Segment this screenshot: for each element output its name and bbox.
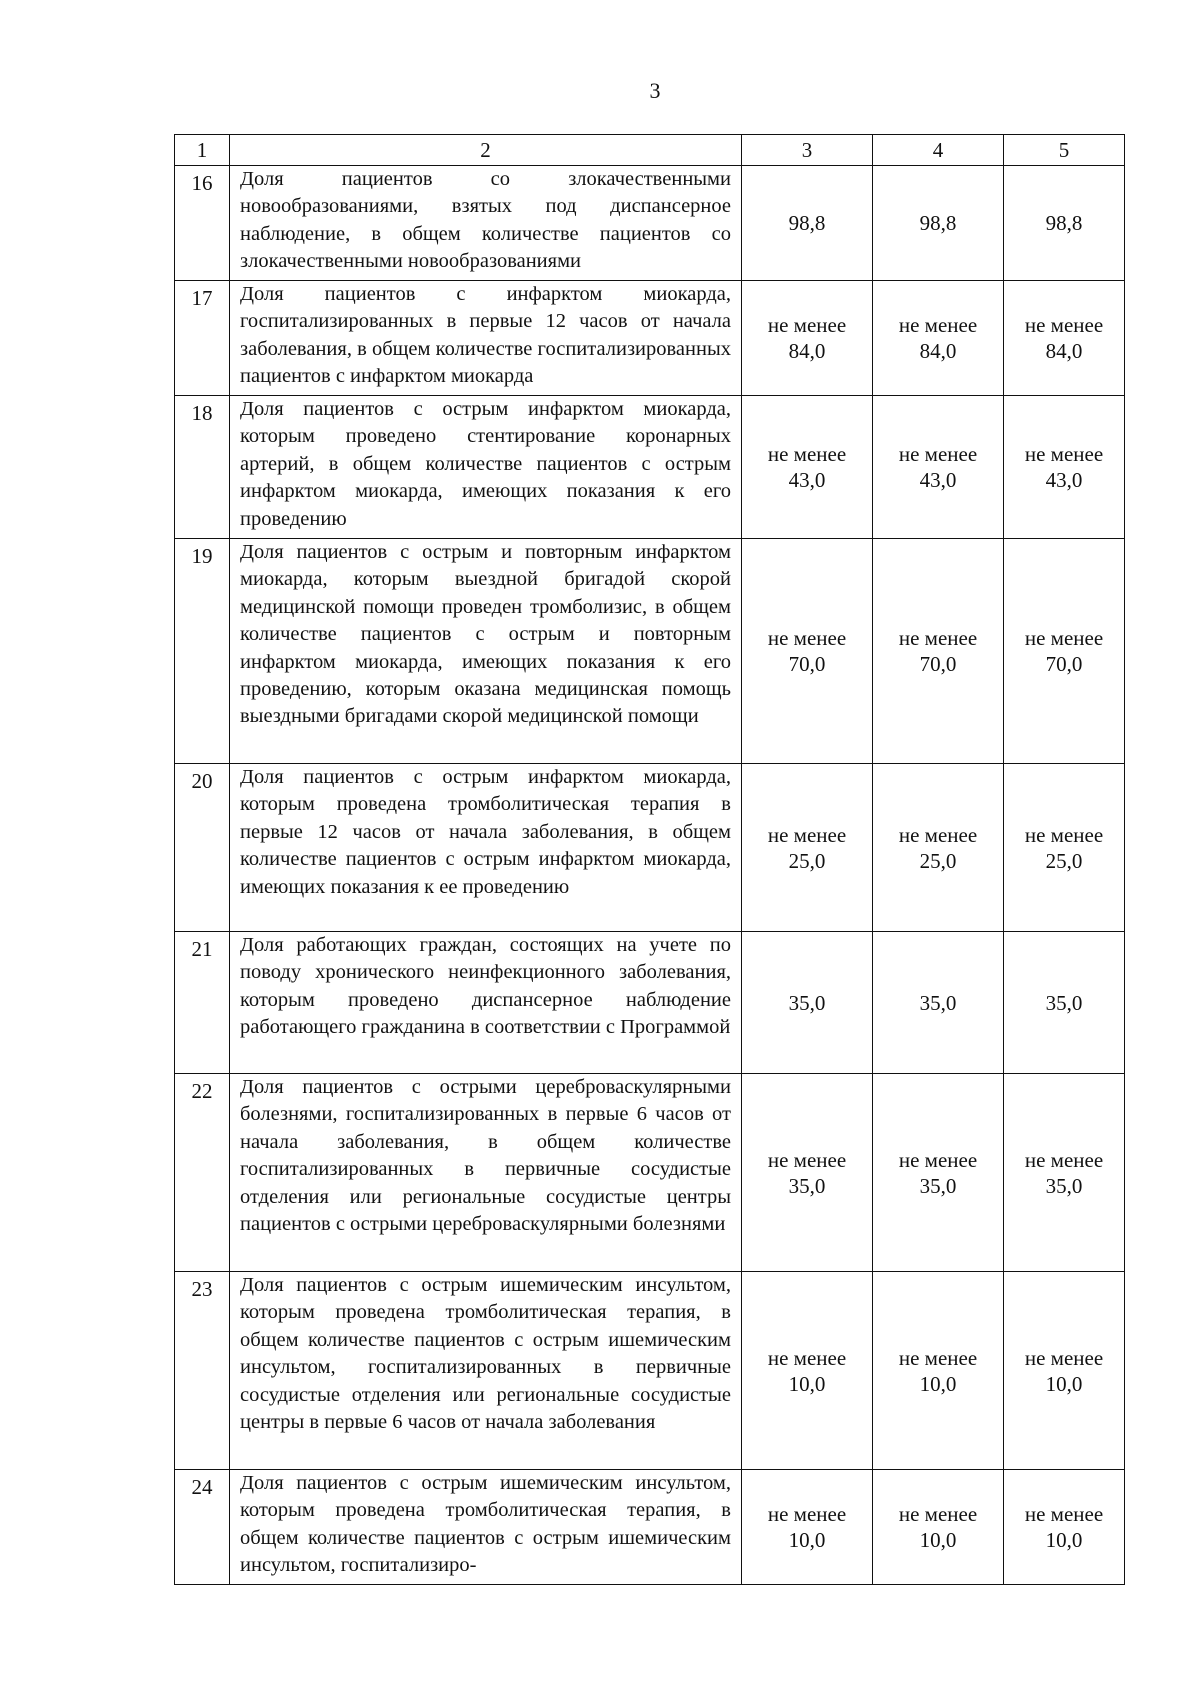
value-prefix: не менее bbox=[767, 1345, 847, 1370]
value-col-5 bbox=[1004, 281, 1125, 396]
value-number: 43,0 bbox=[919, 468, 957, 492]
indicator-text: Доля пациентов с инфарктом миокарда, госпитализированных в первые 12 часов от начала заболевания, в общем количестве госпитализированных пациентов с инфарктом миокарда bbox=[230, 281, 742, 396]
value-number: 10,0 bbox=[788, 1528, 826, 1552]
value-prefix: не менее bbox=[1024, 626, 1104, 650]
value-col-4 bbox=[873, 166, 1004, 281]
value-prefix: не менее bbox=[767, 442, 847, 466]
value-col-5 bbox=[1004, 1272, 1125, 1470]
indicator-text: Доля работающих граждан, состоящих на учете по поводу хронического неинфекционного заболевания, которым проведено диспансерное наблюдение работающего гражданина в соответствии с Программой bbox=[230, 932, 742, 1074]
value-col-4 bbox=[873, 764, 1004, 932]
value-prefix: не менее bbox=[898, 1147, 978, 1172]
value-prefix: не менее bbox=[1024, 1502, 1104, 1526]
value-col-3 bbox=[742, 932, 873, 1074]
value-col-4 bbox=[873, 396, 1004, 539]
row-number: 16 bbox=[175, 166, 230, 281]
value-col-4 bbox=[873, 281, 1004, 396]
value-number: 70,0 bbox=[788, 652, 826, 676]
value-number: 25,0 bbox=[919, 848, 957, 873]
value-number: 84,0 bbox=[919, 339, 957, 363]
row-number: 18 bbox=[175, 396, 230, 539]
value-number: 70,0 bbox=[919, 652, 957, 676]
value-col-3 bbox=[742, 1074, 873, 1272]
value-prefix: не менее bbox=[1024, 1147, 1104, 1172]
header-col-2: 2 bbox=[230, 135, 742, 166]
table-row bbox=[175, 396, 1125, 539]
row-number: 17 bbox=[175, 281, 230, 396]
value-col-5 bbox=[1004, 932, 1125, 1074]
value-number: 35,0 bbox=[1045, 1173, 1083, 1198]
value-number: 98,8 bbox=[1045, 211, 1083, 235]
table-row bbox=[175, 281, 1125, 396]
table-row bbox=[175, 166, 1125, 281]
value-number: 10,0 bbox=[788, 1371, 826, 1396]
value-prefix: не менее bbox=[898, 1345, 978, 1370]
page-number: 3 bbox=[649, 78, 661, 103]
value-number: 35,0 bbox=[1045, 990, 1083, 1015]
value-number: 84,0 bbox=[788, 339, 826, 363]
value-number: 10,0 bbox=[919, 1371, 957, 1396]
value-number: 98,8 bbox=[788, 211, 826, 235]
value-prefix: не менее bbox=[767, 1502, 847, 1526]
value-col-5 bbox=[1004, 166, 1125, 281]
value-number: 43,0 bbox=[788, 468, 826, 492]
value-number: 25,0 bbox=[788, 848, 826, 873]
value-col-3 bbox=[742, 396, 873, 539]
table-row bbox=[175, 1470, 1125, 1585]
value-number: 43,0 bbox=[1045, 468, 1083, 492]
value-col-3 bbox=[742, 281, 873, 396]
value-number: 84,0 bbox=[1045, 339, 1083, 363]
value-col-3 bbox=[742, 1470, 873, 1585]
value-col-4 bbox=[873, 1074, 1004, 1272]
indicators-table bbox=[174, 134, 1125, 1585]
header-row bbox=[175, 135, 1125, 166]
value-number: 35,0 bbox=[788, 1173, 826, 1198]
value-col-3 bbox=[742, 764, 873, 932]
row-number: 21 bbox=[175, 932, 230, 1074]
value-prefix: не менее bbox=[898, 442, 978, 466]
value-prefix: не менее bbox=[767, 1147, 847, 1172]
indicator-text: Доля пациентов с острым ишемическим инсультом, которым проведена тромболитическая терапия, в общем количестве пациентов с острым ишемическим инсультом, госпитализиро- bbox=[230, 1470, 742, 1585]
value-prefix: не менее bbox=[898, 313, 978, 337]
value-number: 25,0 bbox=[1045, 848, 1083, 873]
indicator-text: Доля пациентов с острым инфарктом миокарда, которым проведено стентирование коронарных артерий, в общем количестве пациентов с острым инфарктом миокарда, имеющих показания к его проведению bbox=[230, 396, 742, 539]
value-prefix: не менее bbox=[898, 1502, 978, 1526]
value-number: 35,0 bbox=[919, 1173, 957, 1198]
value-col-4 bbox=[873, 932, 1004, 1074]
value-number: 35,0 bbox=[788, 990, 826, 1015]
value-col-4 bbox=[873, 1272, 1004, 1470]
indicator-text: Доля пациентов со злокачественными новообразованиями, взятых под диспансерное наблюдение, в общем количестве пациентов со злокачественными новообразованиями bbox=[230, 166, 742, 281]
value-col-4 bbox=[873, 539, 1004, 764]
indicator-text: Доля пациентов с острыми цереброваскулярными болезнями, госпитализированных в первые 6 часов от начала заболевания, в общем количестве госпитализированных в первичные сосудистые отделения или региональные сосудистые центры пациентов с острыми цереброваскулярными болезнями bbox=[230, 1074, 742, 1272]
table-row bbox=[175, 1272, 1125, 1470]
value-prefix: не менее bbox=[1024, 822, 1104, 847]
value-number: 98,8 bbox=[919, 211, 957, 235]
value-col-3 bbox=[742, 539, 873, 764]
value-number: 35,0 bbox=[919, 990, 957, 1015]
value-prefix: не менее bbox=[767, 313, 847, 337]
indicator-text: Доля пациентов с острым ишемическим инсультом, которым проведена тромболитическая терапия, в общем количестве пациентов с острым ишемическим инсультом, госпитализированных в первичные сосудистые отделения или региональные сосудистые центры в первые 6 часов от начала заболевания bbox=[230, 1272, 742, 1470]
row-number: 22 bbox=[175, 1074, 230, 1272]
value-prefix: не менее bbox=[767, 626, 847, 650]
value-col-5 bbox=[1004, 764, 1125, 932]
row-number: 24 bbox=[175, 1470, 230, 1585]
value-col-4 bbox=[873, 1470, 1004, 1585]
value-col-3 bbox=[742, 166, 873, 281]
header-col-3: 3 bbox=[742, 135, 873, 166]
header-col-4: 4 bbox=[873, 135, 1004, 166]
indicator-text: Доля пациентов с острым инфарктом миокарда, которым проведена тромболитическая терапия в первые 12 часов от начала заболевания, в общем количестве пациентов с острым инфарктом миокарда, имеющих показания к ее проведению bbox=[230, 764, 742, 932]
value-col-5 bbox=[1004, 1470, 1125, 1585]
row-number: 23 bbox=[175, 1272, 230, 1470]
value-prefix: не менее bbox=[898, 626, 978, 650]
table-row bbox=[175, 1074, 1125, 1272]
table-row bbox=[175, 764, 1125, 932]
indicator-text: Доля пациентов с острым и повторным инфарктом миокарда, которым выездной бригадой скорой медицинской помощи проведен тромболизис, в общем количестве пациентов с острым и повторным инфарктом миокарда, имеющих показания к его проведению, которым оказана медицинская помощь выездными бригадами скорой медицинской помощи bbox=[230, 539, 742, 764]
value-col-5 bbox=[1004, 396, 1125, 539]
value-prefix: не менее bbox=[767, 822, 847, 847]
table-row bbox=[175, 539, 1125, 764]
value-number: 10,0 bbox=[1045, 1528, 1083, 1552]
value-prefix: не менее bbox=[1024, 442, 1104, 466]
value-prefix: не менее bbox=[1024, 1345, 1104, 1370]
value-prefix: не менее bbox=[898, 822, 978, 847]
value-number: 10,0 bbox=[919, 1528, 957, 1552]
header-col-1: 1 bbox=[175, 135, 230, 166]
value-number: 10,0 bbox=[1045, 1371, 1083, 1396]
table-row bbox=[175, 932, 1125, 1074]
value-prefix: не менее bbox=[1024, 313, 1104, 337]
value-col-5 bbox=[1004, 1074, 1125, 1272]
value-col-5 bbox=[1004, 539, 1125, 764]
row-number: 20 bbox=[175, 764, 230, 932]
value-col-3 bbox=[742, 1272, 873, 1470]
value-number: 70,0 bbox=[1045, 652, 1083, 676]
header-col-5: 5 bbox=[1004, 135, 1125, 166]
row-number: 19 bbox=[175, 539, 230, 764]
